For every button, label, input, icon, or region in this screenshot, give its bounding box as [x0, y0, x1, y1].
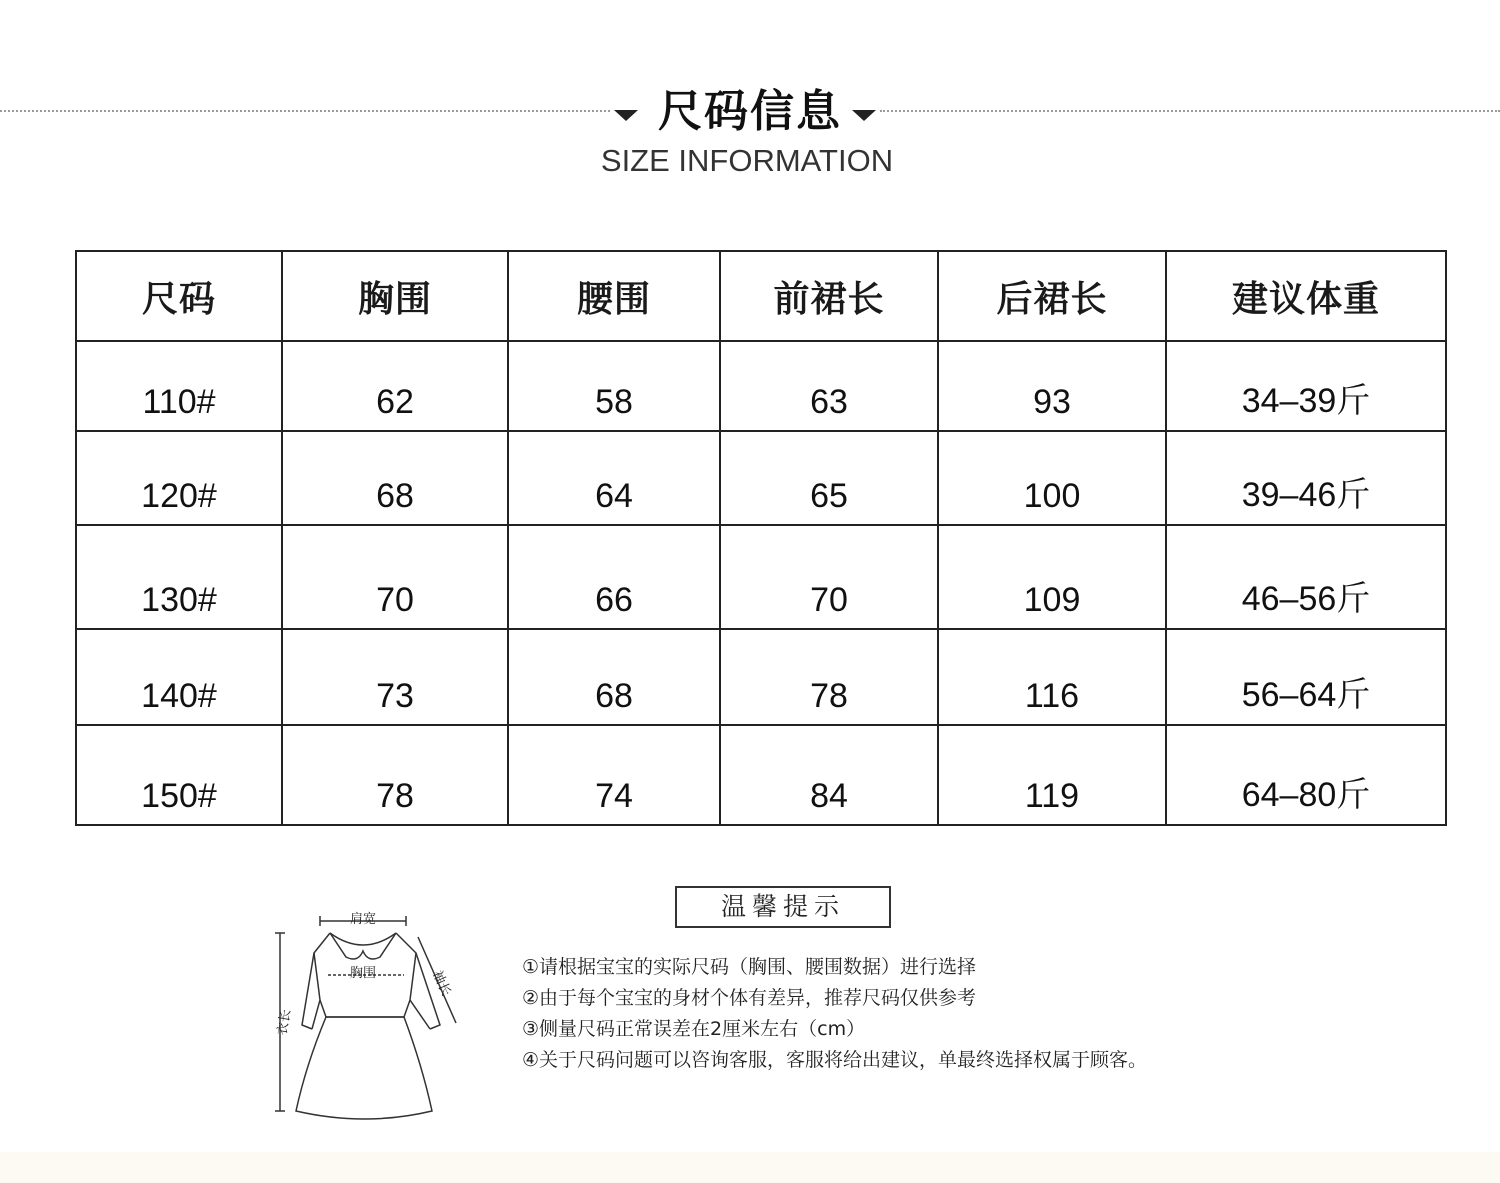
table-cell-back-length: 100 [938, 431, 1166, 525]
size-table [75, 250, 1447, 826]
diagram-label-shoulder: 肩宽 [349, 912, 377, 927]
table-cell-chest: 73 [282, 629, 508, 725]
table-cell-size: 130# [76, 525, 282, 629]
table-cell-waist: 68 [508, 629, 720, 725]
table-cell-waist: 74 [508, 725, 720, 825]
page-title: 尺码信息 [658, 86, 842, 137]
table-row [76, 341, 1446, 431]
table-cell-front-length: 63 [720, 341, 938, 431]
table-cell-size: 110# [76, 341, 282, 431]
table-row [76, 431, 1446, 525]
table-cell-weight: 39–46斤 [1166, 431, 1446, 525]
table-cell-back-length: 109 [938, 525, 1166, 629]
table-row [76, 725, 1446, 825]
tip-item: ①请根据宝宝的实际尺码（胸围、腰围数据）进行选择 [522, 956, 977, 978]
table-cell-weight: 56–64斤 [1166, 629, 1446, 725]
tips-list [522, 952, 1282, 1076]
table-cell-chest: 78 [282, 725, 508, 825]
header-dotted-line-left [0, 110, 610, 112]
tips-title: 温馨提示 [675, 886, 891, 928]
table-cell-weight: 34–39斤 [1166, 341, 1446, 431]
table-cell-size: 140# [76, 629, 282, 725]
table-cell-waist: 66 [508, 525, 720, 629]
column-header-front-length: 前裙长 [720, 251, 938, 341]
diagram-label-chest: 胸围 [349, 966, 377, 981]
table-cell-back-length: 119 [938, 725, 1166, 825]
header-dotted-line-right [880, 110, 1500, 112]
table-cell-weight: 46–56斤 [1166, 525, 1446, 629]
tip-item: ④关于尺码问题可以咨询客服，客服将给出建议，单最终选择权属于顾客。 [522, 1049, 1148, 1071]
table-cell-front-length: 65 [720, 431, 938, 525]
column-header-chest: 胸围 [282, 251, 508, 341]
column-header-back-length: 后裙长 [938, 251, 1166, 341]
diagram-label-sleeve: 袖长 [429, 968, 454, 999]
table-cell-size: 120# [76, 431, 282, 525]
bottom-band [0, 1152, 1500, 1183]
table-cell-front-length: 84 [720, 725, 938, 825]
table-cell-front-length: 70 [720, 525, 938, 629]
table-cell-front-length: 78 [720, 629, 938, 725]
diagram-label-length: 衣长 [274, 1008, 295, 1037]
tip-item: ③侧量尺码正常误差在2厘米左右（cm） [522, 1018, 866, 1040]
table-cell-back-length: 116 [938, 629, 1166, 725]
table-cell-chest: 62 [282, 341, 508, 431]
tip-item: ②由于每个宝宝的身材个体有差异，推荐尺码仅供参考 [522, 987, 977, 1009]
column-header-size: 尺码 [76, 251, 282, 341]
table-row [76, 629, 1446, 725]
table-cell-size: 150# [76, 725, 282, 825]
column-header-weight: 建议体重 [1166, 251, 1446, 341]
table-cell-chest: 70 [282, 525, 508, 629]
table-cell-weight: 64–80斤 [1166, 725, 1446, 825]
page-subtitle: SIZE INFORMATION [600, 143, 894, 178]
triangle-down-icon [852, 110, 876, 121]
table-cell-waist: 64 [508, 431, 720, 525]
table-cell-chest: 68 [282, 431, 508, 525]
triangle-down-icon [614, 110, 638, 121]
column-header-waist: 腰围 [508, 251, 720, 341]
dress-measurement-diagram [268, 905, 468, 1125]
table-cell-waist: 58 [508, 341, 720, 431]
table-row [76, 525, 1446, 629]
table-cell-back-length: 93 [938, 341, 1166, 431]
table-header-row [76, 251, 1446, 341]
